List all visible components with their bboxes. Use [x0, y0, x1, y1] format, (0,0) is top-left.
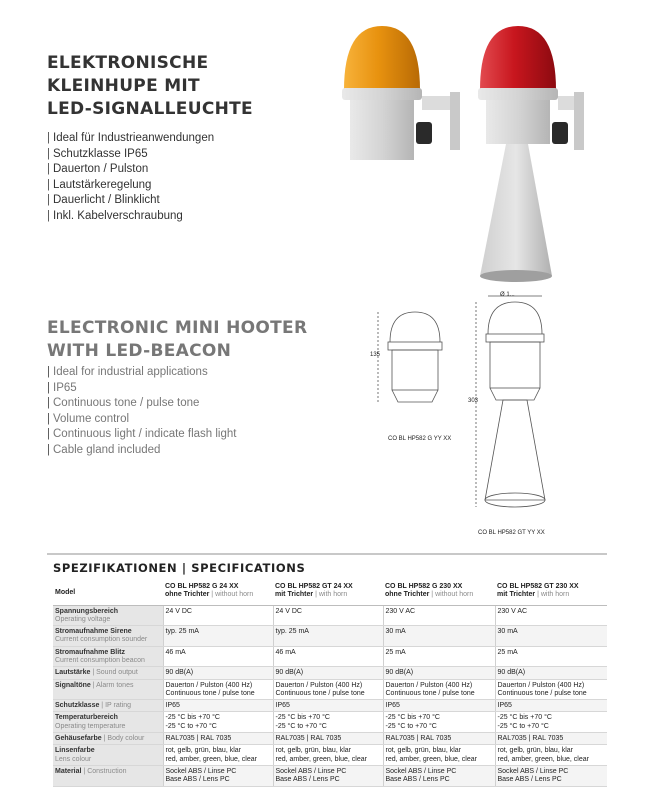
spec-value: Continuous tone / pulse tone: [385, 689, 475, 697]
spec-value-cell: [163, 733, 273, 745]
spec-value: IP65: [385, 702, 400, 710]
feature-item: | Lautstärkeregelung: [47, 178, 152, 191]
spec-value: 90 dB(A): [275, 669, 304, 677]
feature-item: | Continuous light / indicate flash light: [47, 428, 237, 441]
spec-value-cell: [383, 765, 495, 786]
spec-value: rot, gelb, grün, blau, klar: [497, 747, 573, 755]
spec-row-label: Lautstärke | Sound output: [53, 667, 163, 679]
spec-row-label: Linsenfarbe Lens colour: [53, 745, 163, 766]
spec-value: RAL7035 | RAL 7035: [497, 735, 564, 743]
spec-row: [53, 765, 607, 786]
model-label: Model: [53, 581, 163, 605]
spec-value: RAL7035 | RAL 7035: [385, 735, 452, 743]
spec-value-cell: [383, 733, 495, 745]
spec-value-cell: [163, 700, 273, 712]
spec-value: Sockel ABS / Linse PC: [165, 767, 237, 775]
features-english: [47, 365, 236, 459]
spec-value: Dauerton / Pulston (400 Hz): [165, 681, 253, 689]
drawing-outline: [360, 290, 560, 540]
title-german-line: ELEKTRONISCHE: [47, 53, 209, 73]
spec-value: -25 °C to +70 °C: [497, 722, 549, 730]
feature-item: | IP65: [47, 381, 77, 394]
technical-drawing: [360, 290, 560, 540]
spec-value-cell: [163, 745, 273, 766]
spec-value: 24 V DC: [275, 607, 302, 615]
spec-value-cell: [273, 733, 383, 745]
spec-value: Dauerton / Pulston (400 Hz): [497, 681, 585, 689]
spec-value: red, amber, green, blue, clear: [165, 755, 257, 763]
feature-item: | Schutzklasse IP65: [47, 147, 148, 160]
spec-value-cell: [495, 646, 607, 667]
feature-item: | Inkl. Kabelverschraubung: [47, 209, 183, 222]
spec-value: Continuous tone / pulse tone: [275, 689, 365, 697]
spec-value-cell: [163, 667, 273, 679]
spec-value-cell: [273, 700, 383, 712]
spec-row: [53, 667, 607, 679]
spec-row-label: Stromaufnahme Sirene Current consumption sounder: [53, 626, 163, 647]
spec-value: -25 °C bis +70 °C: [385, 714, 440, 722]
spec-value: Sockel ABS / Linse PC: [385, 767, 457, 775]
spec-row: [53, 745, 607, 766]
spec-value-cell: [495, 745, 607, 766]
spec-value: IP65: [275, 702, 290, 710]
spec-value: -25 °C bis +70 °C: [497, 714, 552, 722]
feature-item: | Volume control: [47, 412, 130, 425]
spec-value: 30 mA: [497, 628, 518, 636]
spec-row-label: Stromaufnahme Blitz Current consumption beacon: [53, 646, 163, 667]
amber-beacon-photo: [342, 26, 460, 160]
title-english-line: WITH LED-BEACON: [47, 341, 232, 361]
spec-value-cell: [273, 646, 383, 667]
title-german: [47, 52, 253, 121]
spec-value: 90 dB(A): [165, 669, 194, 677]
title-english-line: ELECTRONIC MINI HOOTER: [47, 318, 308, 338]
spec-value-cell: [495, 712, 607, 733]
spec-value: -25 °C to +70 °C: [275, 722, 327, 730]
spec-value-cell: [273, 667, 383, 679]
spec-value: Sockel ABS / Linse PC: [275, 767, 347, 775]
spec-value: -25 °C to +70 °C: [165, 722, 217, 730]
spec-value: rot, gelb, grün, blau, klar: [165, 747, 241, 755]
drawing-label-large-unit: CO BL HP582 GT YY XX: [478, 530, 545, 536]
spec-value: 230 V AC: [385, 607, 416, 615]
feature-item: | Dauerlicht / Blinklicht: [47, 194, 160, 207]
spec-value-cell: [163, 605, 273, 626]
spec-value-cell: [495, 667, 607, 679]
spec-table: [53, 581, 607, 787]
spec-value: Base ABS / Lens PC: [497, 776, 562, 784]
model-column-header: CO BL HP582 G 24 XX ohne Trichter | without horn: [163, 581, 273, 605]
title-english: [47, 317, 307, 363]
spec-value-cell: [495, 605, 607, 626]
spec-value-cell: [495, 700, 607, 712]
spec-value: typ. 25 mA: [165, 628, 199, 636]
spec-value: IP65: [497, 702, 512, 710]
spec-value-cell: [383, 605, 495, 626]
spec-value-cell: [495, 679, 607, 700]
spec-value-cell: [273, 765, 383, 786]
spec-row: [53, 605, 607, 626]
red-beacon-photo: [478, 26, 584, 282]
spec-value-cell: [163, 712, 273, 733]
spec-row: [53, 646, 607, 667]
spec-row-label: Temperaturbereich Operating temperature: [53, 712, 163, 733]
spec-value: 90 dB(A): [497, 669, 526, 677]
feature-item: | Ideal für Industrieanwendungen: [47, 132, 215, 144]
spec-value: Base ABS / Lens PC: [165, 776, 230, 784]
spec-row: [53, 700, 607, 712]
model-column-header: CO BL HP582 GT 230 XX mit Trichter | with horn: [495, 581, 607, 605]
spec-value-cell: [273, 745, 383, 766]
spec-row: [53, 733, 607, 745]
spec-row-label: Gehäusefarbe | Body colour: [53, 733, 163, 745]
spec-value: Base ABS / Lens PC: [275, 776, 340, 784]
spec-value-cell: [383, 679, 495, 700]
spec-value: Dauerton / Pulston (400 Hz): [275, 681, 363, 689]
drawing-label-small-unit: CO BL HP582 G YY XX: [388, 436, 452, 442]
product-photos: [330, 18, 590, 288]
spec-value: Continuous tone / pulse tone: [497, 689, 587, 697]
title-german-line: KLEINHUPE MIT: [47, 76, 200, 96]
spec-value: 46 mA: [275, 648, 296, 656]
spec-value-cell: [273, 605, 383, 626]
spec-row: [53, 679, 607, 700]
spec-value-cell: [163, 646, 273, 667]
spec-value-cell: [383, 700, 495, 712]
spec-value-cell: [273, 712, 383, 733]
spec-row-label: Material | Construction: [53, 765, 163, 786]
spec-value-cell: [383, 646, 495, 667]
spec-value: 25 mA: [385, 648, 406, 656]
spec-value: IP65: [165, 702, 180, 710]
spec-value-cell: [495, 626, 607, 647]
spec-value: rot, gelb, grün, blau, klar: [385, 747, 461, 755]
spec-value: -25 °C bis +70 °C: [275, 714, 330, 722]
spec-value: -25 °C to +70 °C: [385, 722, 437, 730]
spec-value-cell: [383, 626, 495, 647]
spec-value: 230 V AC: [497, 607, 528, 615]
spec-value: 30 mA: [385, 628, 406, 636]
spec-value-cell: [163, 679, 273, 700]
spec-value-cell: [163, 626, 273, 647]
spec-value: red, amber, green, blue, clear: [497, 755, 589, 763]
spec-title: SPEZIFIKATIONEN | SPECIFICATIONS: [53, 561, 306, 575]
dimension-height-large: 303: [468, 398, 479, 404]
spec-row-label: Schutzklasse | IP rating: [53, 700, 163, 712]
spec-value: Sockel ABS / Linse PC: [497, 767, 569, 775]
spec-value: rot, gelb, grün, blau, klar: [275, 747, 351, 755]
spec-divider: [47, 553, 607, 555]
feature-item: | Cable gland included: [47, 443, 161, 456]
spec-value: red, amber, green, blue, clear: [275, 755, 367, 763]
features-german: [47, 131, 214, 225]
dimension-height-small: 135: [370, 352, 381, 358]
spec-value-cell: [383, 745, 495, 766]
spec-value-cell: [383, 667, 495, 679]
spec-value: RAL7035 | RAL 7035: [275, 735, 342, 743]
spec-value: 90 dB(A): [385, 669, 414, 677]
spec-value-cell: [273, 679, 383, 700]
spec-value-cell: [495, 733, 607, 745]
spec-row-label: Signaltöne | Alarm tones: [53, 679, 163, 700]
title-german-line: LED-SIGNALLEUCHTE: [47, 99, 253, 119]
feature-item: | Continuous tone / pulse tone: [47, 397, 200, 410]
spec-value: -25 °C bis +70 °C: [165, 714, 220, 722]
feature-item: | Dauerton / Pulston: [47, 163, 149, 176]
spec-header-row: [53, 581, 607, 605]
dimension-width-label: Ø 1...: [500, 292, 515, 298]
spec-value: typ. 25 mA: [275, 628, 309, 636]
spec-value-cell: [383, 712, 495, 733]
spec-value: Base ABS / Lens PC: [385, 776, 450, 784]
spec-value: 24 V DC: [165, 607, 192, 615]
spec-value: 46 mA: [165, 648, 186, 656]
spec-value-cell: [163, 765, 273, 786]
spec-value-cell: [273, 626, 383, 647]
spec-row-label: Spannungsbereich Operating voltage: [53, 605, 163, 626]
model-column-header: CO BL HP582 G 230 XX ohne Trichter | without horn: [383, 581, 495, 605]
model-column-header: CO BL HP582 GT 24 XX mit Trichter | with horn: [273, 581, 383, 605]
spec-row: [53, 626, 607, 647]
spec-value: red, amber, green, blue, clear: [385, 755, 477, 763]
spec-value-cell: [495, 765, 607, 786]
feature-item: | Ideal for industrial applications: [47, 366, 208, 378]
spec-row: [53, 712, 607, 733]
spec-value: RAL7035 | RAL 7035: [165, 735, 232, 743]
spec-value: Continuous tone / pulse tone: [165, 689, 255, 697]
spec-value: Dauerton / Pulston (400 Hz): [385, 681, 473, 689]
spec-value: 25 mA: [497, 648, 518, 656]
